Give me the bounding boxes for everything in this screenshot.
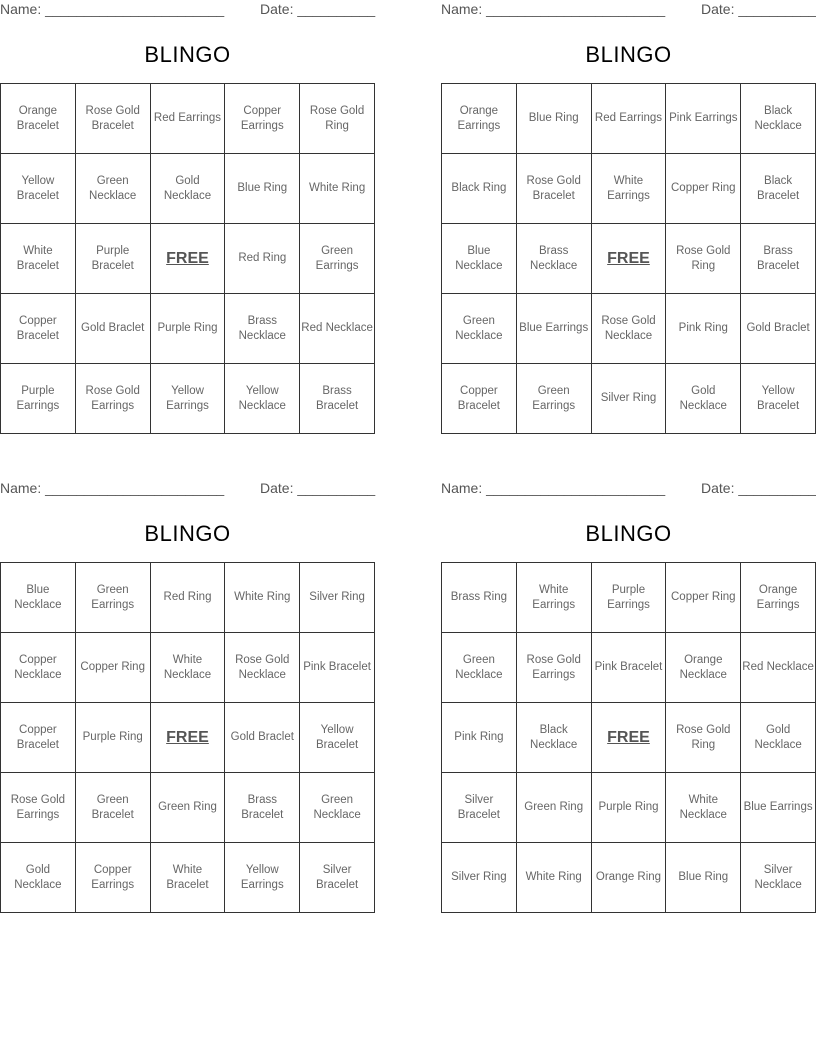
free-space: FREE [592, 703, 667, 773]
bingo-cell: Orange Earrings [741, 563, 816, 633]
date-field: Date: __________ [260, 1, 376, 17]
bingo-cell: Purple Earrings [1, 364, 76, 434]
bingo-cell: Rose Gold Ring [666, 224, 741, 294]
bingo-cell: White Ring [300, 154, 375, 224]
bingo-cell: Brass Bracelet [741, 224, 816, 294]
bingo-cell: Blue Earrings [741, 773, 816, 843]
bingo-card [441, 0, 816, 434]
bingo-cell: Green Earrings [76, 563, 151, 633]
bingo-cell: Green Necklace [300, 773, 375, 843]
bingo-cell: Rose Gold Bracelet [517, 154, 592, 224]
bingo-cell: Rose Gold Bracelet [76, 84, 151, 154]
bingo-cell: White Ring [517, 843, 592, 913]
name-date-row [441, 480, 816, 500]
bingo-cell: White Earrings [517, 563, 592, 633]
bingo-cell: Red Necklace [741, 633, 816, 703]
bingo-cell: Rose Gold Ring [666, 703, 741, 773]
bingo-cell: Brass Necklace [225, 294, 300, 364]
bingo-card [0, 0, 375, 434]
bingo-cell: Gold Necklace [151, 154, 226, 224]
name-field: Name: _______________________ [441, 480, 666, 496]
bingo-cell: Green Ring [151, 773, 226, 843]
bingo-cell: Green Earrings [300, 224, 375, 294]
bingo-cell: Pink Bracelet [300, 633, 375, 703]
card-title: BLINGO [144, 521, 231, 546]
bingo-cell: Copper Earrings [225, 84, 300, 154]
bingo-cell: Rose Gold Earrings [517, 633, 592, 703]
bingo-cell: Gold Necklace [741, 703, 816, 773]
bingo-cell: Blue Necklace [442, 224, 517, 294]
bingo-card [0, 479, 375, 913]
bingo-cell: Gold Necklace [666, 364, 741, 434]
bingo-cell: Green Earrings [517, 364, 592, 434]
bingo-cell: Pink Ring [666, 294, 741, 364]
bingo-cell: Silver Ring [300, 563, 375, 633]
bingo-cell: Silver Bracelet [300, 843, 375, 913]
bingo-cell: Yellow Necklace [225, 364, 300, 434]
bingo-cell: Green Necklace [442, 633, 517, 703]
bingo-card [441, 479, 816, 913]
bingo-cell: Green Necklace [76, 154, 151, 224]
bingo-cell: Brass Ring [442, 563, 517, 633]
bingo-cell: White Bracelet [1, 224, 76, 294]
bingo-cell: Orange Bracelet [1, 84, 76, 154]
bingo-cell: Silver Ring [592, 364, 667, 434]
bingo-cell: Yellow Bracelet [1, 154, 76, 224]
bingo-cell: Silver Necklace [741, 843, 816, 913]
bingo-cell: Black Necklace [517, 703, 592, 773]
bingo-cell: Orange Necklace [666, 633, 741, 703]
bingo-cell: Red Ring [225, 224, 300, 294]
bingo-cell: Rose Gold Necklace [592, 294, 667, 364]
bingo-cell: Pink Earrings [666, 84, 741, 154]
bingo-cell: Orange Ring [592, 843, 667, 913]
bingo-cell: Purple Ring [151, 294, 226, 364]
bingo-cell: Copper Bracelet [442, 364, 517, 434]
bingo-cell: Gold Necklace [1, 843, 76, 913]
bingo-cell: Purple Ring [76, 703, 151, 773]
bingo-cell: Silver Bracelet [442, 773, 517, 843]
bingo-cell: Copper Bracelet [1, 703, 76, 773]
date-field: Date: __________ [701, 480, 816, 496]
name-date-row [0, 1, 375, 21]
bingo-grid [0, 83, 375, 434]
bingo-cell: Black Bracelet [741, 154, 816, 224]
bingo-grid [441, 562, 816, 913]
bingo-cell: Yellow Earrings [151, 364, 226, 434]
name-field: Name: _______________________ [441, 1, 666, 17]
bingo-cell: Pink Ring [442, 703, 517, 773]
bingo-cell: White Bracelet [151, 843, 226, 913]
bingo-cell: Red Earrings [592, 84, 667, 154]
bingo-cell: Green Ring [517, 773, 592, 843]
date-field: Date: __________ [260, 480, 376, 496]
bingo-grid [441, 83, 816, 434]
bingo-cell: Blue Ring [666, 843, 741, 913]
bingo-cell: Copper Bracelet [1, 294, 76, 364]
bingo-cell: Black Necklace [741, 84, 816, 154]
bingo-cell: Brass Necklace [517, 224, 592, 294]
bingo-cell: Orange Earrings [442, 84, 517, 154]
free-space: FREE [151, 224, 226, 294]
name-field: Name: _______________________ [0, 1, 225, 17]
bingo-cell: Gold Braclet [76, 294, 151, 364]
bingo-cell: Brass Bracelet [300, 364, 375, 434]
card-title: BLINGO [585, 42, 672, 67]
bingo-cell: Rose Gold Necklace [225, 633, 300, 703]
bingo-cell: White Ring [225, 563, 300, 633]
bingo-cell: Copper Ring [666, 563, 741, 633]
bingo-cell: Copper Ring [76, 633, 151, 703]
bingo-cell: Gold Braclet [225, 703, 300, 773]
bingo-cell: Pink Bracelet [592, 633, 667, 703]
bingo-cell: Yellow Bracelet [741, 364, 816, 434]
card-title: BLINGO [144, 42, 231, 67]
name-date-row [0, 480, 375, 500]
name-field: Name: _______________________ [0, 480, 225, 496]
bingo-cell: Black Ring [442, 154, 517, 224]
name-date-row [441, 1, 816, 21]
bingo-cell: Yellow Earrings [225, 843, 300, 913]
bingo-cell: Blue Ring [517, 84, 592, 154]
free-space: FREE [592, 224, 667, 294]
bingo-cell: Red Earrings [151, 84, 226, 154]
bingo-cell: Purple Ring [592, 773, 667, 843]
bingo-cell: White Necklace [151, 633, 226, 703]
bingo-grid [0, 562, 375, 913]
bingo-cell: Rose Gold Earrings [76, 364, 151, 434]
bingo-cell: Red Necklace [300, 294, 375, 364]
card-title: BLINGO [585, 521, 672, 546]
bingo-cell: Red Ring [151, 563, 226, 633]
bingo-cell: Blue Earrings [517, 294, 592, 364]
bingo-cell: Brass Bracelet [225, 773, 300, 843]
bingo-cell: Green Necklace [442, 294, 517, 364]
bingo-cell: Blue Necklace [1, 563, 76, 633]
bingo-cell: Silver Ring [442, 843, 517, 913]
bingo-cell: Green Bracelet [76, 773, 151, 843]
bingo-cell: White Necklace [666, 773, 741, 843]
free-space: FREE [151, 703, 226, 773]
bingo-cell: Copper Ring [666, 154, 741, 224]
bingo-cell: Yellow Bracelet [300, 703, 375, 773]
bingo-cell: Rose Gold Earrings [1, 773, 76, 843]
bingo-cell: Blue Ring [225, 154, 300, 224]
bingo-cell: Copper Necklace [1, 633, 76, 703]
bingo-cell: Gold Braclet [741, 294, 816, 364]
bingo-cell: Rose Gold Ring [300, 84, 375, 154]
bingo-cell: Purple Bracelet [76, 224, 151, 294]
bingo-cell: Purple Earrings [592, 563, 667, 633]
date-field: Date: __________ [701, 1, 816, 17]
bingo-cell: White Earrings [592, 154, 667, 224]
bingo-cell: Copper Earrings [76, 843, 151, 913]
